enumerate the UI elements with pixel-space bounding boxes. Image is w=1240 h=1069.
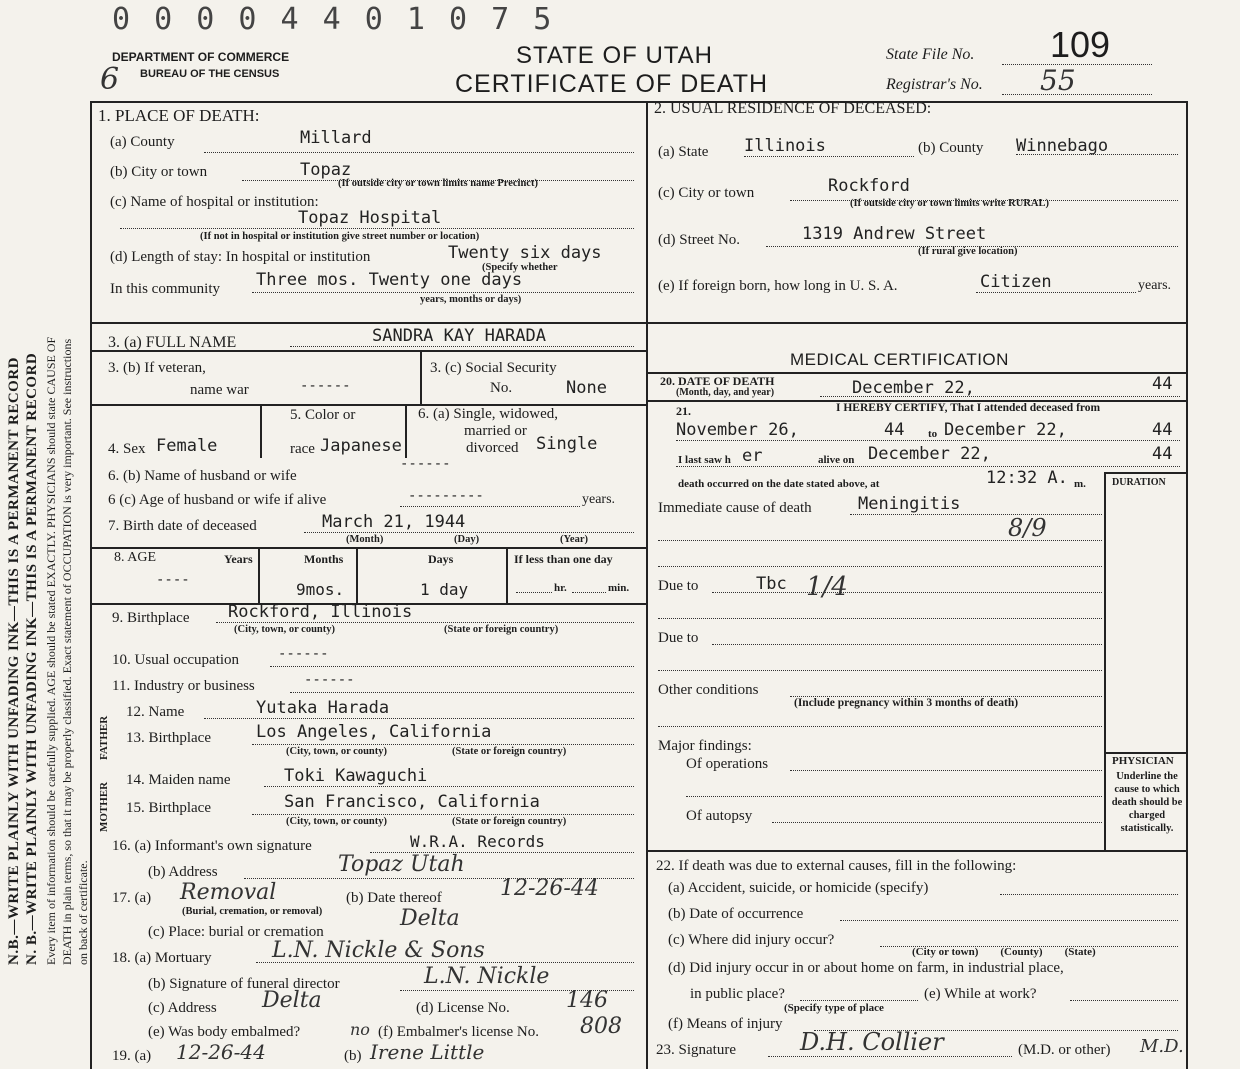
bureau-label: BUREAU OF THE CENSUS: [140, 68, 280, 80]
mother-name-value[interactable]: Toki Kawaguchi: [284, 766, 428, 786]
due1-value[interactable]: Tbc: [756, 574, 787, 594]
age-months-value[interactable]: 9mos.: [296, 580, 345, 599]
last-saw-year[interactable]: 44: [1152, 444, 1173, 464]
birth-year-note: (Year): [560, 534, 588, 545]
age-years-label: Years: [224, 552, 253, 566]
director-address-value[interactable]: Delta: [262, 988, 322, 1013]
license-value[interactable]: 146: [566, 988, 608, 1013]
birthplace-note-2: (State or foreign country): [444, 624, 559, 635]
age-husband-unit: years.: [582, 492, 616, 507]
death-time-unit: m.: [1074, 478, 1086, 490]
embalmer-value[interactable]: 808: [580, 1014, 622, 1039]
external-f: (f) Means of injury: [668, 1016, 783, 1032]
certify-text: I HEREBY CERTIFY, That I attended deceased from: [836, 402, 1101, 414]
side-instruction-5: on back of certificate.: [76, 860, 90, 965]
burial-value[interactable]: Removal: [180, 880, 277, 905]
age-husband-value[interactable]: ---------: [408, 488, 484, 504]
marital-label-2: married or: [464, 423, 527, 439]
operations-label: Of operations: [686, 756, 769, 772]
autopsy-label: Of autopsy: [686, 808, 753, 824]
community-label: In this community: [110, 281, 220, 297]
city-value[interactable]: Topaz: [300, 160, 352, 180]
race-label: race: [290, 441, 315, 457]
sex-label: 4. Sex: [108, 441, 146, 457]
informant-address-value[interactable]: Topaz Utah: [338, 852, 465, 877]
res-county-label: (b) County: [918, 140, 984, 156]
age-days-value[interactable]: 1 day: [420, 580, 469, 599]
father-bp-value[interactable]: Los Angeles, California: [256, 722, 492, 742]
mother-bp-note-2: (State or foreign country): [452, 816, 567, 827]
industry-value[interactable]: ------: [304, 672, 355, 688]
res-city-label: (c) City or town: [658, 185, 755, 201]
major-findings-label: Major findings:: [658, 738, 752, 754]
registrar-sig-label: (b): [344, 1048, 362, 1064]
age-less-label: If less than one day: [514, 552, 613, 566]
color-label: 5. Color or: [290, 407, 356, 423]
attended-from[interactable]: November 26,: [676, 420, 799, 440]
embalmed-label: (e) Was body embalmed?: [148, 1024, 301, 1040]
residence-heading: 2. USUAL RESIDENCE OF DECEASED:: [654, 100, 932, 117]
death-date-value[interactable]: December 22,: [852, 378, 975, 398]
birthplace-label: 9. Birthplace: [112, 610, 190, 626]
place-heading: 1. PLACE OF DEATH:: [98, 106, 260, 125]
mother-name-label: 14. Maiden name: [126, 772, 231, 788]
duration-label: DURATION: [1112, 477, 1166, 488]
hospital-label: (c) Name of hospital or institution:: [110, 194, 319, 210]
cause-duration[interactable]: 8/9: [1008, 514, 1047, 542]
registrar-label: Registrar's No.: [886, 76, 983, 93]
death-time[interactable]: 12:32 A.: [986, 468, 1068, 488]
informant-value[interactable]: W.R.A. Records: [410, 832, 545, 851]
father-name-label: 12. Name: [126, 704, 185, 720]
city-label: (b) City or town: [110, 164, 208, 180]
occupation-value[interactable]: ------: [278, 646, 329, 662]
embalmed-value[interactable]: no: [350, 1020, 370, 1039]
father-bp-label: 13. Birthplace: [126, 730, 211, 746]
sex-value[interactable]: Female: [156, 436, 218, 456]
res-foreign-unit: years.: [1138, 278, 1172, 293]
hospital-note: (If not in hospital or institution give street number or location): [200, 231, 480, 242]
registrar-sig-value[interactable]: Irene Little: [370, 1040, 485, 1064]
last-saw-value[interactable]: er: [742, 446, 763, 466]
burial-place-value[interactable]: Delta: [400, 906, 460, 931]
external-heading: 22. If death was due to external causes, fill in the following:: [656, 858, 1017, 874]
informant-label: 16. (a) Informant's own signature: [112, 838, 312, 854]
age-min: min.: [608, 582, 630, 594]
side-instruction-2: N. B.—WRITE PLAINLY WITH UNFADING INK—THIS IS A PERMANENT RECORD: [24, 352, 40, 965]
attended-from-year[interactable]: 44: [884, 420, 905, 440]
external-c-notes: (City or town) (County) (State): [912, 946, 1096, 958]
father-name-value[interactable]: Yutaka Harada: [256, 698, 390, 718]
signature-end: M.D.: [1140, 1036, 1184, 1057]
burial-label: 17. (a): [112, 890, 152, 906]
external-a: (a) Accident, suicide, or homicide (specify): [668, 880, 929, 896]
burial-place-label: (c) Place: burial or cremation: [148, 924, 324, 940]
full-name-label: 3. (a) FULL NAME: [108, 334, 237, 351]
cause-value[interactable]: Meningitis: [858, 494, 961, 514]
race-value[interactable]: Japanese: [320, 436, 402, 456]
birthplace-value[interactable]: Rockford, Illinois: [228, 602, 413, 622]
state-title: STATE OF UTAH: [516, 42, 713, 69]
mortuary-value[interactable]: L.N. Nickle & Sons: [272, 938, 485, 963]
industry-label: 11. Industry or business: [112, 678, 255, 694]
other-conditions-label: Other conditions: [658, 682, 759, 698]
registrar-number: 55: [1040, 64, 1076, 97]
other-conditions-note: (Include pregnancy within 3 months of death): [794, 697, 1019, 709]
director-address-label: (c) Address: [148, 1000, 217, 1016]
father-word: FATHER: [98, 715, 110, 760]
due1-duration[interactable]: 1/4: [806, 572, 848, 602]
last-saw-label: I last saw h: [678, 454, 731, 466]
filed-label: 19. (a): [112, 1048, 152, 1064]
mortuary-label: 18. (a) Mortuary: [112, 950, 212, 966]
death-occurred-label: death occurred on the date stated above, at: [678, 478, 880, 490]
res-city-value[interactable]: Rockford: [828, 176, 910, 196]
signature-value[interactable]: D.H. Collier: [800, 1028, 944, 1056]
death-date-note: (Month, day, and year): [676, 387, 775, 398]
license-label: (d) License No.: [416, 1000, 510, 1016]
marital-label: 6. (a) Single, widowed,: [418, 406, 558, 422]
attended-to[interactable]: December 22,: [944, 420, 1067, 440]
res-state-label: (a) State: [658, 144, 709, 160]
embalmer-label: (f) Embalmer's license No.: [378, 1024, 539, 1040]
last-saw-date[interactable]: December 22,: [868, 444, 991, 464]
res-state-value[interactable]: Illinois: [744, 136, 826, 156]
marital-value[interactable]: Single: [536, 434, 598, 454]
father-bp-note-2: (State or foreign country): [452, 746, 567, 757]
age-husband-label: 6 (c) Age of husband or wife if alive: [108, 492, 327, 508]
birth-value[interactable]: March 21, 1944: [322, 512, 466, 532]
ss-label: 3. (c) Social Security: [430, 360, 557, 376]
res-city-note: (If outside city or town limits write RURAL): [850, 198, 1049, 209]
mother-bp-value[interactable]: San Francisco, California: [284, 792, 540, 812]
age-hr: hr.: [554, 582, 567, 594]
state-file-label: State File No.: [886, 46, 975, 63]
age-label: 8. AGE: [114, 550, 156, 565]
age-days-label: Days: [428, 552, 454, 566]
physician-title: PHYSICIAN: [1112, 755, 1174, 767]
husband-label: 6. (b) Name of husband or wife: [108, 468, 297, 484]
director-value[interactable]: L.N. Nickle: [424, 964, 550, 989]
burial-date-value[interactable]: 12-26-44: [500, 876, 599, 901]
medical-heading: MEDICAL CERTIFICATION: [790, 350, 1009, 369]
external-d-note: (Specify type of place: [784, 1002, 884, 1014]
death-date-year[interactable]: 44: [1152, 374, 1173, 394]
side-instruction-3: Every item of information should be carefully supplied. AGE should be stated EXACTLY. PHYSICIANS should state CAUSE OF: [44, 336, 58, 965]
side-instruction-1: N.B.—WRITE PLAINLY WITH UNFADING INK—THIS IS A PERMANENT RECORD: [6, 357, 22, 965]
external-c: (c) Where did injury occur?: [668, 932, 835, 948]
corner-mark: 6: [100, 62, 120, 97]
stay-value[interactable]: Twenty six days: [448, 243, 602, 263]
res-street-label: (d) Street No.: [658, 232, 741, 248]
community-note: years, months or days): [420, 294, 522, 305]
husband-value[interactable]: ------: [400, 456, 451, 472]
signature-suffix: (M.D. or other): [1018, 1042, 1111, 1058]
ss-value[interactable]: None: [566, 378, 607, 398]
due2-label: Due to: [658, 630, 699, 646]
stay-label: (d) Length of stay: In hospital or institution: [110, 249, 371, 265]
county-label: (a) County: [110, 134, 175, 150]
res-street-value[interactable]: 1319 Andrew Street: [802, 224, 987, 244]
attended-to-year[interactable]: 44: [1152, 420, 1173, 440]
external-d2: in public place?: [690, 986, 785, 1002]
cause-label: Immediate cause of death: [658, 500, 812, 516]
certify-number: 21.: [676, 404, 691, 418]
res-foreign-label: (e) If foreign born, how long in U. S. A.: [658, 278, 898, 294]
burial-date-label: (b) Date thereof: [346, 890, 442, 906]
external-b: (b) Date of occurrence: [668, 906, 804, 922]
war-label: name war: [190, 382, 249, 398]
burial-note: (Burial, cremation, or removal): [182, 906, 323, 917]
age-months-label: Months: [304, 552, 344, 566]
res-county-value[interactable]: Winnebago: [1016, 136, 1109, 156]
father-bp-note-1: (City, town, or county): [286, 746, 388, 757]
res-street-note: (If rural give location): [918, 246, 1018, 257]
serial-number: 0 0 0 0 4 4 0 1 0 7 5: [112, 2, 555, 37]
veteran-label: 3. (b) If veteran,: [108, 360, 206, 376]
alive-on-label: alive on: [818, 454, 855, 466]
mother-bp-label: 15. Birthplace: [126, 800, 211, 816]
war-value[interactable]: ------: [300, 378, 351, 394]
age-years-value[interactable]: ----: [156, 572, 190, 588]
hospital-value[interactable]: Topaz Hospital: [298, 208, 442, 228]
birth-day-note: (Day): [454, 534, 480, 545]
ss-no-label: No.: [490, 380, 513, 396]
informant-address-label: (b) Address: [148, 864, 218, 880]
city-note: (If outside city or town limits name Precinct): [338, 178, 538, 189]
res-foreign-value[interactable]: Citizen: [980, 272, 1052, 292]
signature-label: 23. Signature: [656, 1042, 736, 1058]
external-d: (d) Did injury occur in or about home on farm, in industrial place,: [668, 960, 1064, 976]
marital-label-3: divorced: [466, 440, 519, 456]
county-value[interactable]: Millard: [300, 128, 372, 148]
stay-note: (Specify whether: [482, 262, 558, 273]
side-instruction-4: DEATH in plain terms, so that it may be properly classified. Exact statement of OCCUPATION is very important. See instructions: [60, 338, 74, 965]
certificate-title: CERTIFICATE OF DEATH: [455, 70, 769, 98]
filed-value[interactable]: 12-26-44: [176, 1040, 266, 1064]
state-file-number: 109: [1050, 24, 1111, 65]
mother-bp-note-1: (City, town, or county): [286, 816, 388, 827]
mother-word: MOTHER: [98, 781, 110, 832]
dept-label: DEPARTMENT OF COMMERCE: [112, 50, 290, 64]
death-date-label: 20. DATE OF DEATH: [660, 374, 775, 388]
occupation-label: 10. Usual occupation: [112, 652, 240, 668]
birthplace-note-1: (City, town, or county): [234, 624, 336, 635]
director-label: (b) Signature of funeral director: [148, 976, 340, 992]
physician-note: Underline the cause to which death should be charged statistically.: [1111, 771, 1183, 834]
attended-to-label: to: [928, 428, 938, 440]
external-e: (e) While at work?: [924, 986, 1037, 1002]
birth-month-note: (Month): [346, 534, 384, 545]
due1-label: Due to: [658, 578, 699, 594]
full-name-value[interactable]: SANDRA KAY HARADA: [372, 326, 546, 346]
community-value[interactable]: Three mos. Twenty one days: [256, 270, 523, 290]
birth-label: 7. Birth date of deceased: [108, 518, 257, 534]
